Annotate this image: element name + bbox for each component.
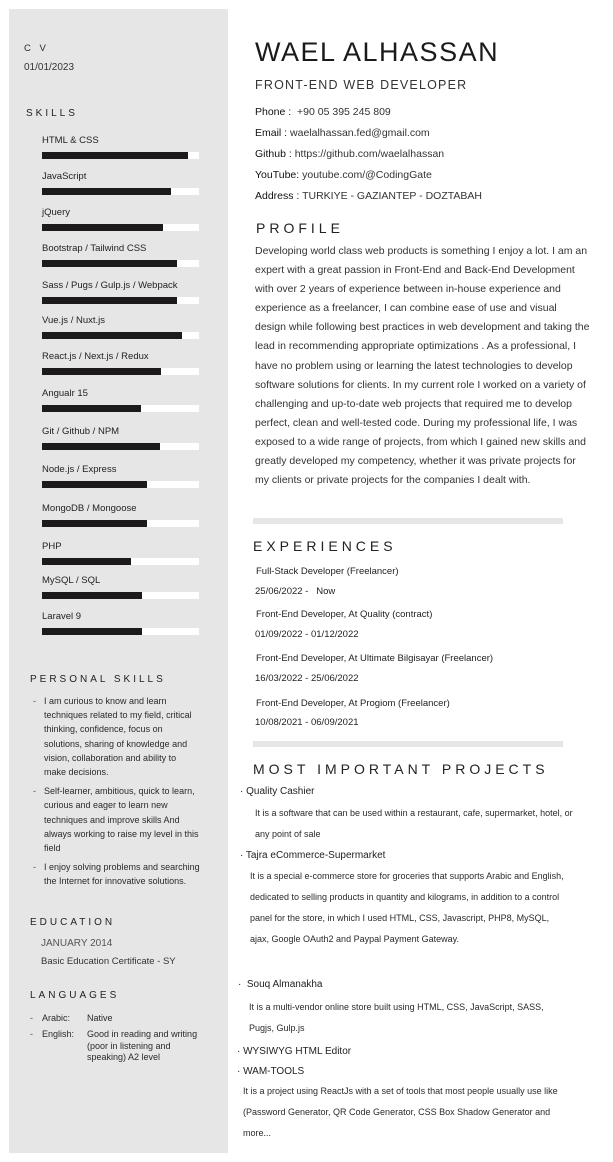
- skill-bar-fill: [42, 297, 177, 304]
- skill-name: Bootstrap / Tailwind CSS: [42, 243, 147, 254]
- project-title: · Souq Almanakha: [238, 979, 323, 990]
- contact-label: Github :: [255, 148, 292, 160]
- job-title: FRONT-END WEB DEVELOPER: [255, 78, 468, 92]
- skill-bar: [42, 297, 199, 304]
- experience-dates: 10/08/2021 - 06/09/2021: [255, 717, 359, 728]
- skills-heading: SKILLS: [26, 108, 78, 119]
- skill-bar-fill: [42, 628, 142, 635]
- contact-label: Phone :: [255, 106, 292, 118]
- language-row: [30, 1013, 212, 1025]
- project-title: · WAM-TOOLS: [237, 1066, 305, 1077]
- skill-bar-fill: [42, 152, 188, 159]
- language-level: Good in reading and writing (poor in listening and speaking) A2 level: [87, 1029, 198, 1062]
- skill-bar: [42, 224, 199, 231]
- contact-value: TURKIYE - GAZIANTEP - DOZTABAH: [302, 190, 482, 202]
- skill-bar: [42, 260, 199, 267]
- skill-name: HTML & CSS: [42, 135, 99, 146]
- project-title: · Tajra eCommerce-Supermarket: [240, 850, 386, 861]
- contact-email: [255, 127, 430, 139]
- education-heading: EDUCATION: [30, 917, 116, 928]
- experience-title: Full-Stack Developer (Freelancer): [256, 566, 399, 577]
- skill-name: Sass / Pugs / Gulp.js / Webpack: [42, 280, 178, 291]
- education-date: JANUARY 2014: [41, 938, 113, 949]
- language-level: Native: [87, 1013, 113, 1023]
- skill-bar: [42, 332, 199, 339]
- list-item: - I enjoy solving problems and searching the Internet for innovative solutions.: [30, 860, 200, 888]
- contact-value[interactable]: waelalhassan.fed@gmail.com: [290, 127, 430, 139]
- languages-heading: LANGUAGES: [30, 990, 120, 1001]
- cv-label: C V: [24, 43, 49, 54]
- skill-name: PHP: [42, 541, 62, 552]
- full-name: WAEL ALHASSAN: [255, 37, 500, 67]
- profile-text: Developing world class web products is something I enjoy a lot. I am an expert with a great passion in Front-End and Back-End Development with over 2 years of experience between in-house experience and experience as a freelancer, I can combine ease of use and visual design while following best practices in web development and taking the lead in recommending appropriate optimizations . As a professional, I have no problem using or learning the latest technologies to develop software solutions for clients. In my current role I worked on a variety of challenging and up-to-date web projects that required me to develop perfect, clean and well-tested code. During my professional life, I was exposed to a wide range of projects, from which I gained new skills and greatly developed my competency, whether it was private projects for my clients or private projects for the companies I dealt with.: [255, 245, 590, 487]
- skill-bar: [42, 558, 199, 565]
- contact-value[interactable]: youtube.com/@CodingGate: [302, 169, 432, 181]
- profile-heading: PROFILE: [256, 220, 344, 236]
- experience-title: Front-End Developer, At Quality (contract): [256, 609, 433, 620]
- skill-bar: [42, 405, 199, 412]
- experiences-heading: EXPERIENCES: [253, 538, 397, 554]
- project-description: It is a software that can be used within a restaurant, cafe, supermarket, hotel, or any point of sale: [255, 808, 573, 839]
- skill-name: Node.js / Express: [42, 464, 117, 475]
- skill-bar-fill: [42, 443, 160, 450]
- education-title: Basic Education Certificate - SY: [41, 956, 176, 967]
- contact-label: Email :: [255, 127, 288, 139]
- skill-bar-fill: [42, 592, 142, 599]
- contact-youtube: [255, 169, 432, 181]
- bullet: -: [30, 1029, 33, 1039]
- personal-skills-heading: PERSONAL SKILLS: [30, 674, 166, 685]
- contact-label: YouTube:: [255, 169, 300, 181]
- skill-bar: [42, 368, 199, 375]
- list-item: - Self-learner, ambitious, quick to learn, curious and eager to learn new techniques and improve skills And always working to raise my level in this field: [30, 784, 200, 855]
- experience-title: Front-End Developer, At Progiom (Freelancer): [256, 698, 450, 709]
- personal-skills-list: [30, 694, 200, 894]
- language-name: English:: [42, 1029, 75, 1039]
- cv-date: 01/01/2023: [24, 62, 75, 73]
- skill-bar: [42, 592, 199, 599]
- contact-label: Address :: [255, 190, 300, 202]
- skill-bar: [42, 188, 199, 195]
- skill-bar-fill: [42, 405, 141, 412]
- contact-phone: [255, 106, 391, 118]
- skill-bar-fill: [42, 520, 147, 527]
- project-title: · WYSIWYG HTML Editor: [237, 1046, 352, 1057]
- experience-dates: 01/09/2022 - 01/12/2022: [255, 629, 359, 640]
- project-description: It is a project using ReactJs with a set of tools that most people usually use like (Password Generator, QR Code Generator, CSS Box Shadow Generator and more...: [243, 1086, 558, 1138]
- bullet: -: [30, 1013, 33, 1023]
- skill-bar-fill: [42, 260, 177, 267]
- experience-dates: 25/06/2022 - Now: [255, 586, 336, 597]
- skill-bar-fill: [42, 481, 147, 488]
- skill-bar: [42, 520, 199, 527]
- skill-bar: [42, 481, 199, 488]
- divider: [253, 518, 563, 524]
- skill-bar-fill: [42, 224, 163, 231]
- skill-name: jQuery: [42, 207, 70, 218]
- contact-github: [255, 148, 444, 160]
- contact-address: [255, 190, 482, 202]
- skill-name: Git / Github / NPM: [42, 426, 120, 437]
- language-name: Arabic:: [42, 1013, 71, 1023]
- skill-bar: [42, 443, 199, 450]
- projects-heading: MOST IMPORTANT PROJECTS: [253, 761, 549, 777]
- project-title: · Quality Cashier: [240, 786, 315, 797]
- divider: [253, 741, 563, 747]
- skill-name: MySQL / SQL: [42, 575, 101, 586]
- skill-bar-fill: [42, 558, 131, 565]
- skill-name: JavaScript: [42, 171, 87, 182]
- skill-name: React.js / Next.js / Redux: [42, 351, 149, 362]
- skill-name: Angualr 15: [42, 388, 88, 399]
- contact-value: +90 05 395 245 809: [297, 106, 391, 118]
- project-description: It is a multi-vendor online store built using HTML, CSS, JavaScript, SASS, Pugjs, Gulp.js: [249, 1002, 544, 1033]
- language-row: [30, 1029, 212, 1064]
- contact-value[interactable]: https://github.com/waelalhassan: [294, 148, 445, 160]
- list-item: - I am curious to know and learn techniques related to my field, critical thinking, confidence, focus on solutions, sharing of knowledge and vision, collaboration and ability to make decisions.: [30, 694, 200, 779]
- skill-bar: [42, 628, 199, 635]
- skill-bar-fill: [42, 368, 161, 375]
- skill-name: Vue.js / Nuxt.js: [42, 315, 106, 326]
- skill-name: MongoDB / Mongoose: [42, 503, 137, 514]
- skill-bar-fill: [42, 332, 182, 339]
- skill-bar-fill: [42, 188, 171, 195]
- skill-bar: [42, 152, 199, 159]
- experience-title: Front-End Developer, At Ultimate Bilgisayar (Freelancer): [256, 653, 494, 664]
- skill-name: Laravel 9: [42, 611, 82, 622]
- project-description: It is a special e-commerce store for groceries that supports Arabic and English, dedicated to selling products in quantity and kilograms, in addition to a control panel for the store, in which I used HTML, CSS, Javascript, PHP8, MySQL, ajax, Google OAuth2 and Paypal Payment Gateway.: [250, 871, 564, 944]
- experience-dates: 16/03/2022 - 25/06/2022: [255, 673, 359, 684]
